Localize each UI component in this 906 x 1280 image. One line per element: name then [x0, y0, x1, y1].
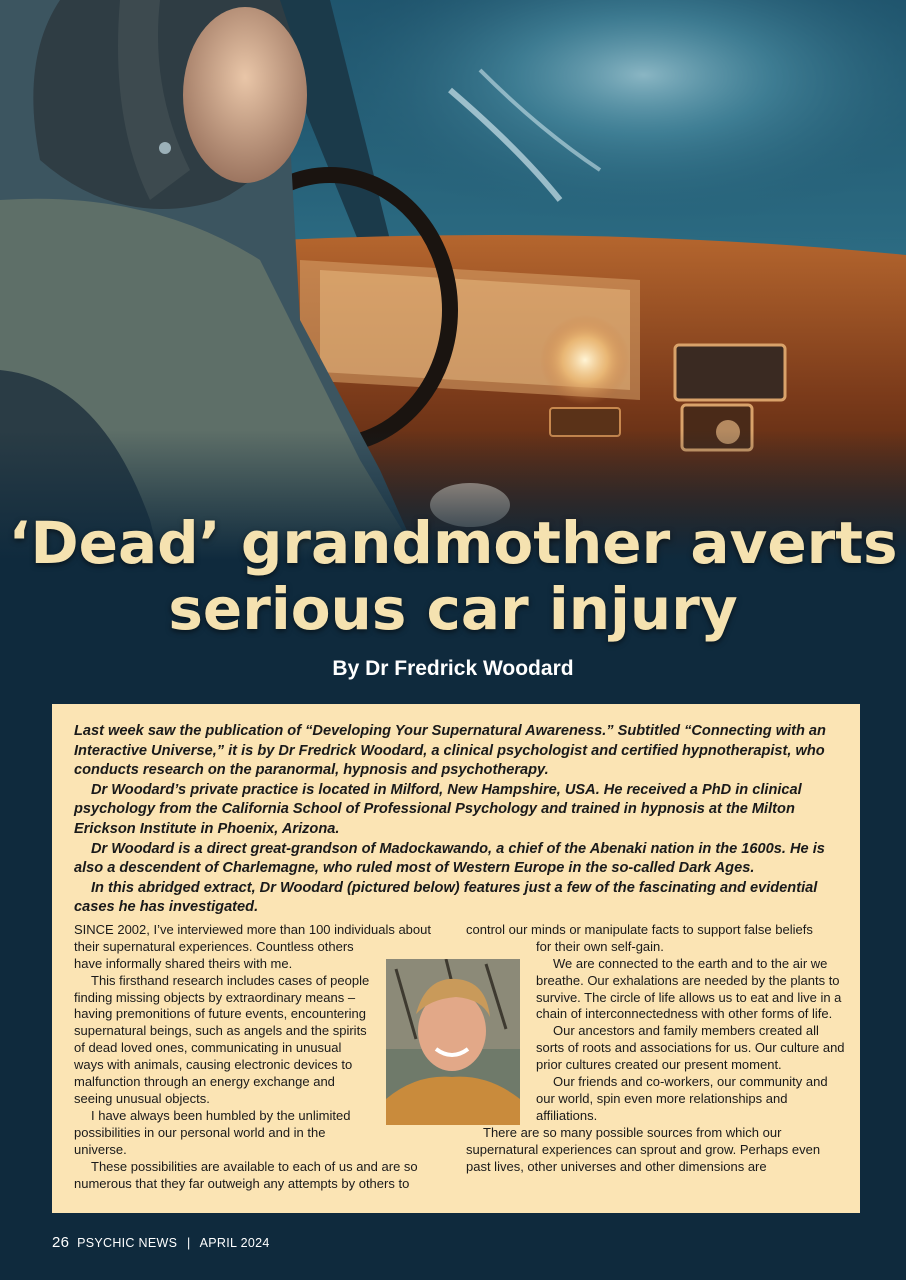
headline-line-1: ‘Dead’ grandmother averts [8, 509, 898, 577]
issue-date: APRIL 2024 [199, 1236, 270, 1250]
body-paragraph: for their own self-gain. [536, 938, 664, 954]
publication-name: PSYCHIC NEWS [77, 1236, 178, 1250]
body-paragraph: Our friends and co-workers, our community and our world, spin even more relationships and affiliations. [536, 1074, 828, 1123]
body-paragraph: Our ancestors and family members created all sorts of roots and associations for us. Our culture and prior cultures created our present moment. [536, 1023, 845, 1073]
article-headline [0, 510, 906, 642]
intro-paragraph: In this abridged extract, Dr Woodard (pictured below) features just a few of the fascinating and evidential cases he has investigated. [74, 879, 818, 916]
intro-paragraph: Last week saw the publication of “Developing Your Supernatural Awareness.” Subtitled “Connecting with an Interactive Universe,” it is by Dr Fredrick Woodard, a clinical psychologist and certified hypnotherapist, who conducts research on the paranormal, hypnosis and psychotherapy. [74, 723, 826, 779]
byline: By Dr Fredrick Woodard [332, 657, 574, 680]
body-paragraph: SINCE 2002, I’ve interviewed more than 100 individuals about [74, 921, 431, 937]
hero-image [0, 0, 906, 560]
body-paragraph: There are so many possible sources from which our supernatural experiences can sprout and grow. Perhaps even past lives, other universes and other dimensions are [466, 1124, 821, 1174]
body-column-right [466, 922, 846, 1176]
intro-paragraph: Dr Woodard’s private practice is located in Milford, New Hampshire, USA. He received a PhD in clinical psychology from the California School of Professional Psychology and trained in hypnosis at the Milton Erickson Institute in Phoenix, Arizona. [74, 781, 802, 837]
article-panel [52, 704, 860, 1213]
intro-standfirst [74, 722, 838, 918]
body-paragraph: We are connected to the earth and to the air we breathe. Our exhalations are needed by the plants to survive. The circle of life allows us to eat and live in a chain of interconnectedness with other forms of life. [536, 955, 842, 1022]
body-paragraph: This firsthand research includes cases of people finding missing objects by extraordinary means – having premonitions of future events, encountering supernatural beings, such as angels and the spirits of dead loved ones, communicating in unusual ways with animals, causing electronic devices to malfunction through an energy exchange and seeing unusual objects. [74, 972, 370, 1106]
intro-paragraph: Dr Woodard is a direct great-grandson of Madockawando, a chief of the Abenaki nation in the 1600s. He is also a descendent of Charlemagne, who ruled most of Western Europe in the so-called Dark Ages. [74, 840, 825, 877]
page-footer [52, 1234, 270, 1251]
author-photo [386, 959, 520, 1125]
body-paragraph: their supernatural experiences. Countless others have informally shared theirs with me. [74, 938, 354, 971]
body-paragraph: These possibilities are available to each of us and are so numerous that they far outweigh any attempts by others to [74, 1158, 418, 1191]
page-number: 26 [52, 1234, 70, 1251]
footer-separator: | [187, 1236, 191, 1250]
headline-line-2: serious car injury [168, 575, 738, 643]
body-paragraph: control our minds or manipulate facts to support false beliefs [466, 921, 813, 937]
body-paragraph: I have always been humbled by the unlimited possibilities in our personal world and in the universe. [74, 1107, 351, 1157]
